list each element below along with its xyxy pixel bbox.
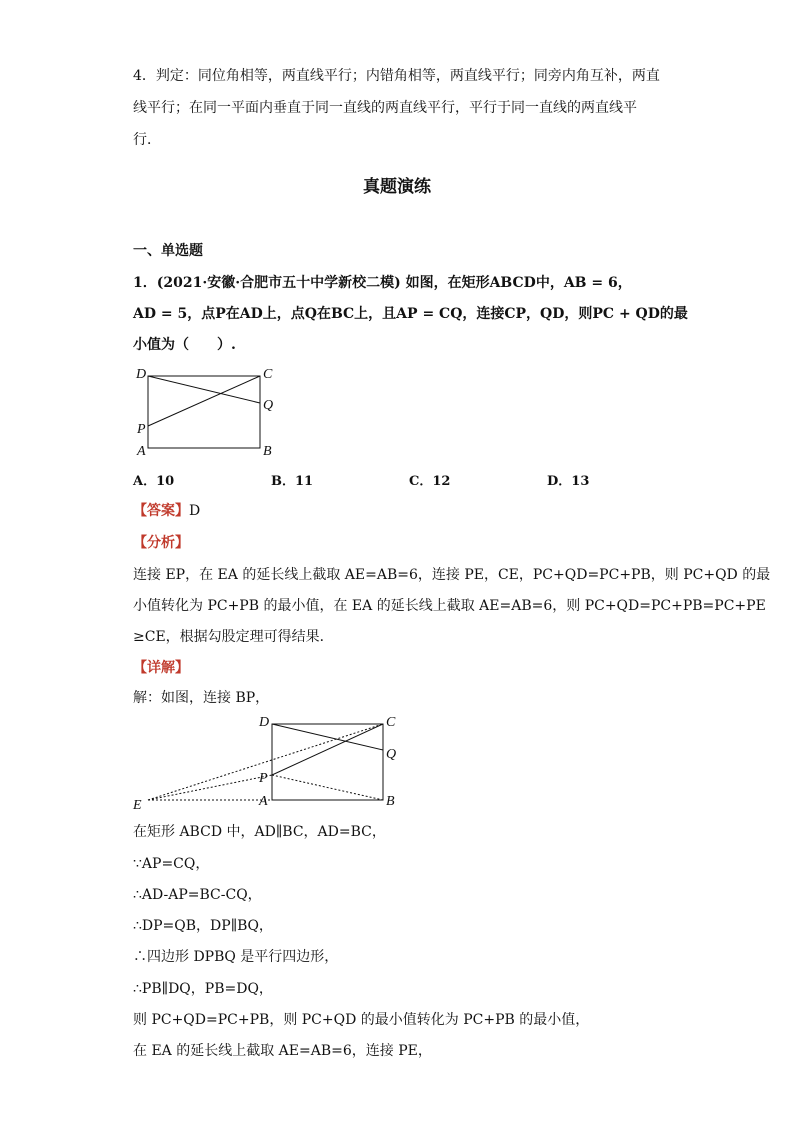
dotted-ec [148,724,383,800]
label2-c: C [386,715,396,730]
label-p: P [137,422,146,437]
question-line-2: AD = 5，点P在AD上，点Q在BC上，且AP = CQ，连接CP，QD，则PC + QD的最 [133,306,688,322]
label2-e: E [133,798,142,812]
label2-b: B [386,794,395,809]
step-1: 在矩形 ABCD 中，AD∥BC，AD=BC， [133,824,386,840]
step-7: 则 PC+QD=PC+PB，则 PC+QD 的最小值转化为 PC+PB 的最小值， [133,1012,590,1028]
label2-q: Q [386,747,397,762]
option-a[interactable]: A．10 [133,474,175,489]
detail-tag: 【详解】 [133,660,189,676]
intro-line-2: 线平行；在同一平面内垂直于同一直线的两直线平行，平行于同一直线的两直线平 [133,100,637,116]
label2-a: A [259,794,268,809]
answer-value: D [189,503,201,519]
segment-dq [148,376,260,403]
analysis-tag: 【分析】 [133,535,189,551]
option-d[interactable]: D．13 [547,474,590,489]
step-8: 在 EA 的延长线上截取 AE=AB=6，连接 PE， [133,1043,432,1059]
analysis-line-1: 连接 EP，在 EA 的延长线上截取 AE=AB=6，连接 PE，CE，PC+QD=PC+PB，则 PC+QD 的最 [133,567,771,583]
answer-line [133,501,200,521]
step-4: ∴DP=QB，DP∥BQ， [133,918,273,934]
dotted-pb [272,775,383,800]
option-b[interactable]: B．11 [271,474,314,489]
label-d: D [136,367,147,382]
label-b: B [263,444,272,459]
answer-tag: 【答案】 [133,503,189,519]
analysis-line-3: ≥CE，根据勾股定理可得结果． [133,629,334,645]
segment-pc-2 [272,724,383,775]
rectangle-abcd-2 [272,724,383,800]
label-c: C [263,367,273,382]
step-5: ∴四边形 DPBQ 是平行四边形， [133,949,339,965]
step-3: ∴AD-AP=BC-CQ， [133,887,262,903]
question-line-3: 小值为（ ）. [133,337,236,353]
label2-p: P [259,771,268,786]
segment-dq-2 [272,724,383,750]
rectangle-figure-2 [128,712,408,812]
intro-line-1: 4．判定：同位角相等，两直线平行；内错角相等，两直线平行；同旁内角互补，两直 [133,68,660,84]
dotted-ep [148,775,272,800]
option-c[interactable]: C．12 [409,474,451,489]
segment-pc [148,376,260,426]
step-2: ∵AP=CQ， [133,856,210,872]
question-line-1: 1．(2021·安徽·合肥市五十中学新校二模) 如图，在矩形ABCD中，AB = 6， [133,275,632,291]
detail-line-1: 解：如图，连接 BP， [133,690,270,706]
section-title: 真题演练 [363,177,431,197]
rectangle-abcd [148,376,260,448]
label-a: A [137,444,146,459]
question-type: 一、单选题 [133,243,203,259]
label2-d: D [259,715,270,730]
step-6: ∴PB∥DQ，PB=DQ， [133,981,273,997]
analysis-line-2: 小值转化为 PC+PB 的最小值，在 EA 的延长线上截取 AE=AB=6，则 PC+QD=PC+PB=PC+PE [133,598,766,614]
intro-line-3: 行． [133,132,161,148]
label-q: Q [263,398,274,413]
rectangle-figure-1 [128,362,308,462]
